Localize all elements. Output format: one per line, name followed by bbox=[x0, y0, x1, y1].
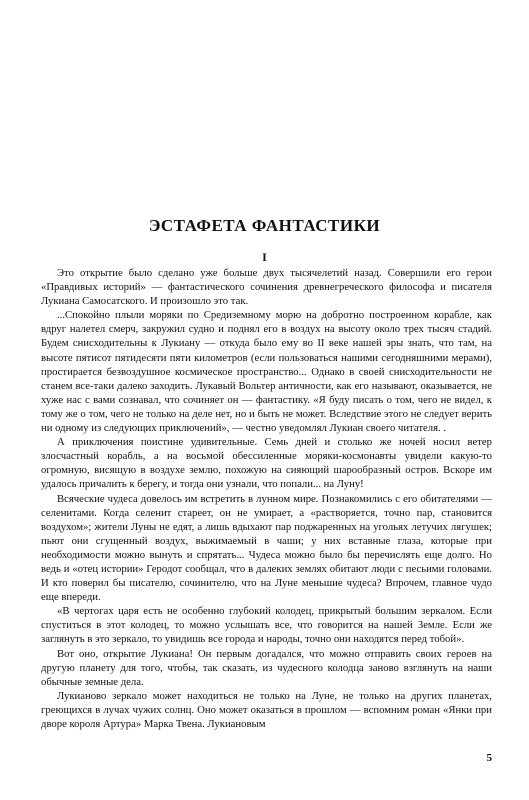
paragraph: Лукианово зеркало может находиться не только на Луне, не только на других планетах, греющихся в лучах чужих солнц. Оно может оказаться в прошлом — вспомним роман «Янки при дворе короля Артура» Марка Твена. Лукиановым bbox=[41, 689, 492, 730]
paragraph: Это открытие было сделано уже больше двух тысячелетий назад. Совершили его герои «Правдивых историй» — фантастического сочинения древнегреческого философа и писателя Лукиана Самосатского. И произошло это так. bbox=[41, 267, 492, 308]
paragraph: Вот оно, открытие Лукиана! Он первым догадался, что можно отправить своих героев на другую планету для того, чтобы, так сказать, из чудесного колодца заново взглянуть на наши обычные земные дела. bbox=[41, 647, 492, 688]
paragraph: «В чертогах царя есть не особенно глубокий колодец, прикрытый большим зеркалом. Если спуститься в этот колодец, то можно услышать все, что говорится на нашей Земле. Если же заглянуть в это зеркало, то увидишь все города и народы, точно они находятся перед тобой». bbox=[41, 605, 492, 646]
body-text bbox=[41, 266, 492, 731]
section-number: I bbox=[262, 250, 267, 264]
paragraph: А приключения поистине удивительные. Семь дней и столько же ночей носил ветер злосчастный корабль, а на восьмой обессиленные моряки-космонавты увидели какую-то огромную, висящую в воздухе землю, похожую на сияющий шарообразный остров. Вскоре им удалось причалить к берегу, и тогда они узнали, что попали... на Луну! bbox=[41, 436, 492, 491]
paragraph: ...Спокойно плыли моряки по Средиземному морю на добротно построенном корабле, как вдруг налетел смерч, закружил судно и поднял его в воздух на высоту около трех тысяч стадий. Будем снисходительны к Лукиану — откуда было ему во II веке нашей эры знать, что там, на высоте пятисот пятидесяти пяти километров (если пользоваться нашими сегодняшними мерами), простирается безвоздушное космическое пространство... Однако в своей снисходительности не станем все-таки далеко заходить. Лукавый Вольтер античности, как его называют, оказывается, не хуже нас с вами сознавал, что сочиняет он — фантастику. «Я буду писать о том, чего не видел, к тому же о том, чего не только на деле нет, но и быть не может. Вследствие этого не следует верить ни одному из следующих приключений», — честно уведомлял Лукиан своего читателя. . bbox=[41, 309, 492, 435]
paragraph: Всяческие чудеса довелось им встретить в лунном мире. Познакомились с его обитателями — селенитами. Когда селенит стареет, он не умирает, а «растворяется, точно пар, становится воздухом»; жители Луны не едят, а лишь вдыхают пар поджаренных на угольях летучих лягушек; пьют они сгущенный воздух, выжимаемый в чаши; у них вставные глаза, которые при необходимости можно вынуть и спрятать... Чудеса можно было бы перечислять еще долго. Но ведь и «отец истории» Геродот сообщал, что в далеких землях обитают люди с песьими головами. И кто поверил бы писателю, сочинителю, что на Луне меньшие чудеса? Впрочем, главное чудо еще впереди. bbox=[41, 492, 492, 604]
chapter-title: ЭСТАФЕТА ФАНТАСТИКИ bbox=[148, 216, 381, 235]
page-number: 5 bbox=[486, 752, 492, 764]
